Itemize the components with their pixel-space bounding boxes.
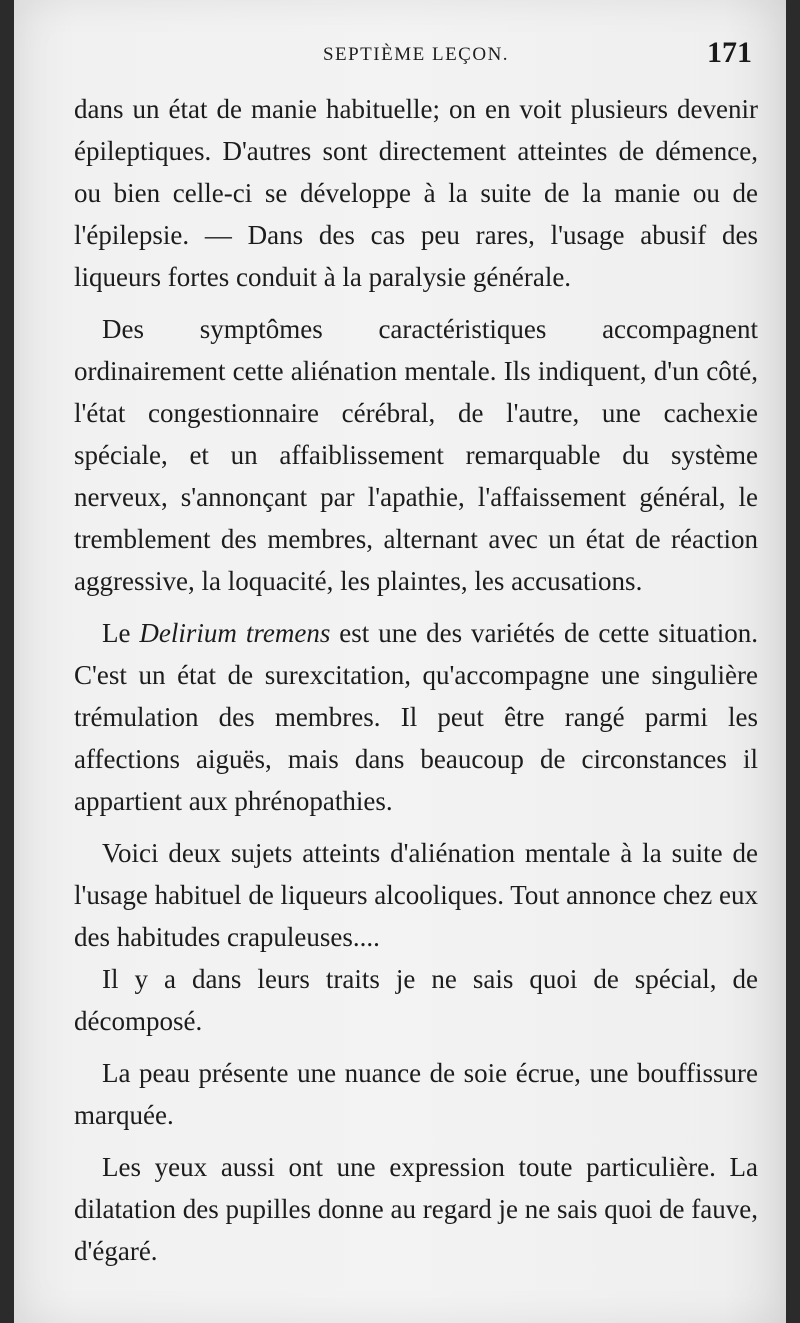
book-page	[14, 0, 786, 1323]
paragraph-skin: La peau présente une nuance de soie écrue, une bouffissure marquée.	[74, 1058, 758, 1130]
page-number: 171	[707, 36, 752, 69]
paragraph-traits: Il y a dans leurs traits je ne sais quoi de spécial, de décomposé.	[74, 964, 758, 1036]
paragraph-gap	[74, 1042, 758, 1052]
page-header	[74, 38, 758, 78]
running-head: SEPTIÈME LEÇON.	[322, 44, 510, 65]
paragraph-continuation: dans un état de manie habituelle; on en voit plusieurs devenir épileptiques. D'autres sont directement atteintes de démence, ou bien celle-ci se développe à la suite de la manie ou de l'épilepsie. — Dans des cas peu rares, l'usage abusif des liqueurs fortes conduit à la paralysie générale.	[74, 94, 758, 292]
paragraph-gap	[74, 1136, 758, 1146]
paragraph-gap	[74, 602, 758, 612]
paragraph-eyes: Les yeux aussi ont une expression toute particulière. La dilatation des pupilles donne au regard je ne sais quoi de fauve, d'égaré.	[74, 1152, 758, 1266]
paragraph-gap	[74, 298, 758, 308]
paragraph-delirium-tremens	[74, 612, 758, 822]
body-text	[74, 88, 758, 1272]
paragraph-two-subjects: Voici deux sujets atteints d'aliénation mentale à la suite de l'usage habituel de liqueurs alcooliques. Tout annonce chez eux des habitudes crapuleuses....	[74, 838, 759, 952]
paragraph-symptoms: Des symptômes caractéristiques accompagnent ordinairement cette aliénation mentale. Ils indiquent, d'un côté, l'état congestionnaire cérébral, de l'autre, une cachexie spéciale, et un affaiblissement remarquable du système nerveux, s'annonçant par l'apathie, l'affaissement général, le tremblement des membres, alternant avec un état de réaction aggressive, la loquacité, les plaintes, les accusations.	[74, 314, 758, 596]
paragraph-gap	[74, 822, 758, 832]
paragraph-suffix: est une des variétés de cette situation. C'est un état de surexcitation, qu'accompagne une singulière trémulation des membres. Il peut être rangé parmi les affections aiguës, mais dans beaucoup de circonstances il appartient aux phrénopathies.	[74, 618, 759, 816]
paragraph-prefix: Le	[102, 618, 140, 648]
italic-term: Delirium tremens	[139, 618, 331, 648]
